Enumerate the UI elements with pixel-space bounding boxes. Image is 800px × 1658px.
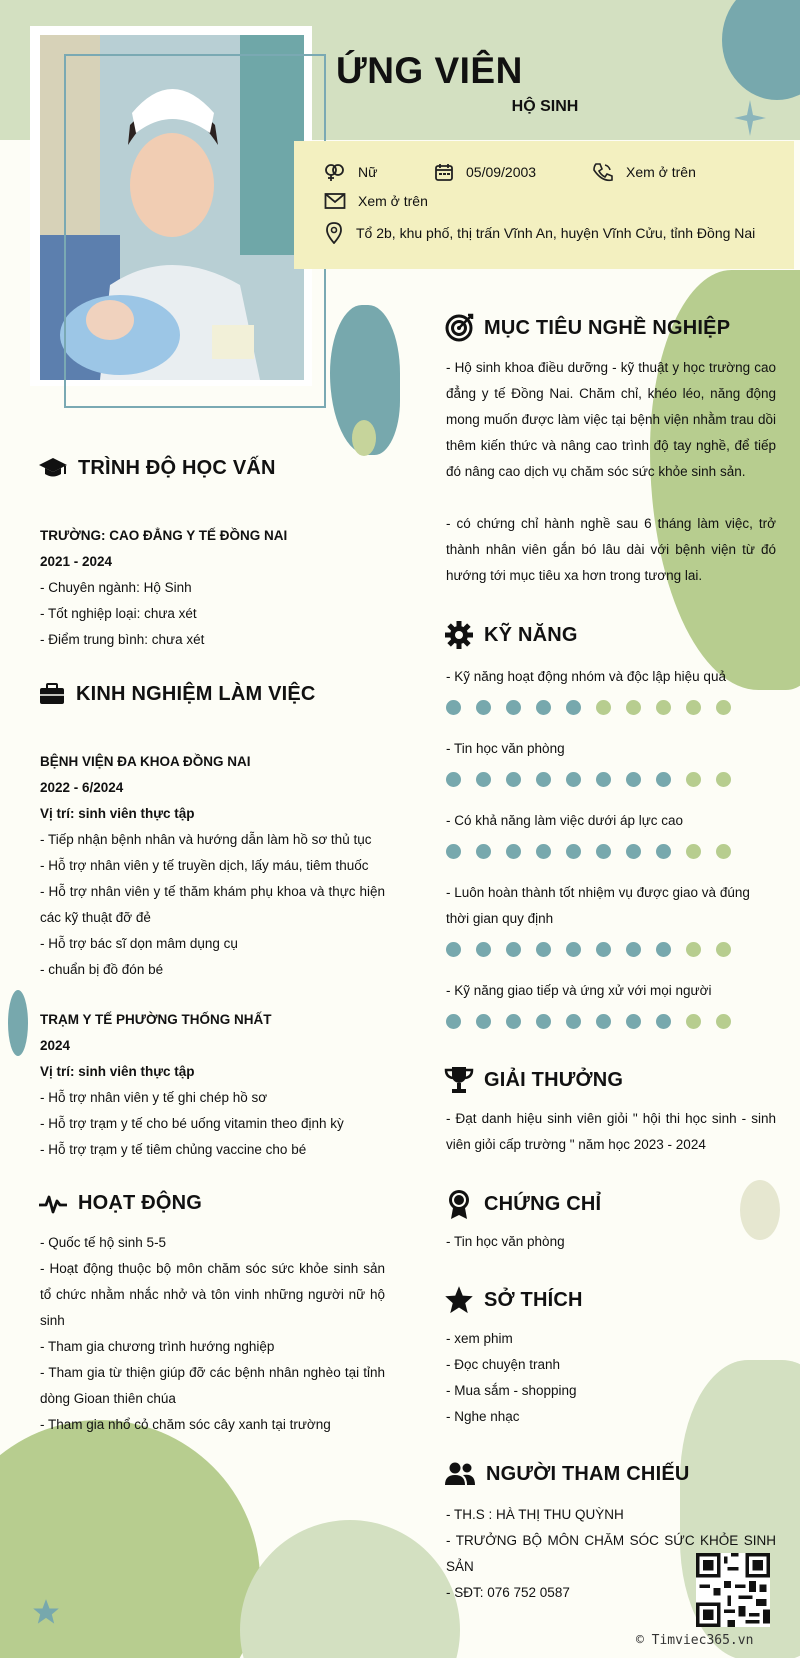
- gender-row: [324, 162, 377, 182]
- awards-heading: [444, 1065, 623, 1095]
- briefcase-icon: [38, 682, 66, 706]
- skill-rating: [446, 700, 746, 715]
- skill-label: - Kỹ năng hoạt động nhóm và độc lập hiệu quả: [446, 669, 726, 684]
- skill-rating: [446, 1014, 746, 1029]
- job-line: - Tiếp nhận bệnh nhân và hướng dẫn làm hồ sơ thủ tục: [40, 832, 372, 847]
- skill-dot-filled: [566, 942, 581, 957]
- skill-rating: [446, 942, 746, 957]
- email-row: [324, 192, 428, 210]
- job-org: BỆNH VIỆN ĐA KHOA ĐỒNG NAI: [40, 754, 251, 769]
- gear-icon: [444, 620, 474, 650]
- activity-line: - Tham gia nhổ cỏ chăm sóc cây xanh tại trường: [40, 1417, 331, 1432]
- gender-icon: [324, 162, 346, 182]
- skill-dot-filled: [626, 844, 641, 859]
- certificates-heading-text: CHỨNG CHỈ: [484, 1192, 602, 1215]
- education-heading-text: TRÌNH ĐỘ HỌC VẤN: [78, 456, 276, 479]
- birthdate-value: 05/09/2003: [466, 164, 537, 180]
- job-line: - chuẩn bị đồ đón bé: [40, 962, 164, 977]
- skill-dot-filled: [566, 772, 581, 787]
- job-line: - Hỗ trợ bác sĩ dọn mâm dụng cụ: [40, 936, 238, 951]
- job-years: 2024: [40, 1038, 71, 1053]
- skill-dot-filled: [626, 942, 641, 957]
- job-role: Vị trí: sinh viên thực tập: [40, 1064, 195, 1079]
- hobby-item: - Mua sắm - shopping: [446, 1383, 577, 1398]
- job-role: Vị trí: sinh viên thực tập: [40, 806, 195, 821]
- reference-line: - TH.S : HÀ THỊ THU QUỲNH: [446, 1507, 624, 1522]
- copyright-text: © Timviec365.vn: [636, 1633, 754, 1648]
- certificates-heading: [444, 1188, 601, 1220]
- skill-dot-filled: [446, 1014, 461, 1029]
- skill-label: - Tin học văn phòng: [446, 741, 565, 756]
- skill-dot-filled: [656, 942, 671, 957]
- skill-dot-empty: [716, 700, 731, 715]
- phone-icon: [592, 162, 614, 182]
- skill-dot-filled: [446, 844, 461, 859]
- skill-dot-filled: [536, 700, 551, 715]
- star-decor-icon: [32, 1598, 60, 1626]
- skill-dot-empty: [626, 700, 641, 715]
- skill-dot-filled: [476, 942, 491, 957]
- calendar-icon: [434, 162, 454, 182]
- skill-label: - Có khả năng làm việc dưới áp lực cao: [446, 813, 684, 828]
- education-line: - Tốt nghiệp loại: chưa xét: [40, 606, 197, 621]
- skill-dot-filled: [446, 942, 461, 957]
- hobby-item: - xem phim: [446, 1331, 513, 1346]
- users-icon: [444, 1461, 476, 1487]
- skill-rating: [446, 844, 746, 859]
- education-heading: [38, 456, 276, 480]
- photo-outline: [64, 54, 326, 408]
- skill-dot-filled: [506, 700, 521, 715]
- activity-line: - Quốc tế hộ sinh 5-5: [40, 1235, 167, 1250]
- skill-dot-empty: [656, 700, 671, 715]
- skill-dot-empty: [716, 844, 731, 859]
- references-heading: [444, 1461, 690, 1487]
- envelope-icon: [324, 192, 346, 210]
- skill-dot-empty: [686, 844, 701, 859]
- job-line: - Hỗ trợ nhân viên y tế thăm khám phụ khoa và thực hiện các kỹ thuật đỡ đẻ: [40, 884, 385, 925]
- awards-heading-text: GIẢI THƯỞNG: [484, 1068, 624, 1091]
- award-text: - Đạt danh hiệu sinh viên giỏi " hội thi học sinh - sinh viên giỏi cấp trường " năm học 2023 - 2024: [446, 1111, 776, 1152]
- skills-heading: [444, 620, 578, 650]
- position-title: HỘ SINH: [511, 98, 579, 115]
- experience-heading: [38, 682, 316, 706]
- objective-paragraph: - Hộ sinh khoa điều dưỡng - kỹ thuật y học trường cao đẳng y tế Đồng Nai. Chăm chỉ, khéo léo, năng động mong muốn được làm việc tại bệnh viện nhằm trau dồi thêm kiến thức và nâng cao trình độ tay nghề, để tiếp đó nâng cao dịch vụ chăm sóc sức khỏe sinh sản.: [446, 360, 776, 479]
- skill-dot-empty: [686, 1014, 701, 1029]
- skill-dot-empty: [716, 1014, 731, 1029]
- reference-line: - TRƯỞNG BỘ MÔN CHĂM SÓC SỨC KHỎE SINH SẢN: [446, 1533, 776, 1574]
- skill-dot-filled: [656, 772, 671, 787]
- job-line: - Hỗ trợ nhân viên y tế truyền dịch, lấy máu, tiêm thuốc: [40, 858, 369, 873]
- education-line: - Điểm trung bình: chưa xét: [40, 632, 205, 647]
- qr-code: [696, 1553, 770, 1627]
- graduation-cap-icon: [38, 456, 68, 480]
- skill-dot-filled: [596, 844, 611, 859]
- pulse-icon: [38, 1193, 68, 1215]
- skill-dot-filled: [506, 1014, 521, 1029]
- skills-heading-text: KỸ NĂNG: [484, 623, 578, 646]
- education-years: 2021 - 2024: [40, 554, 113, 569]
- skill-dot-filled: [506, 772, 521, 787]
- job-line: - Hỗ trợ trạm y tế tiêm chủng vaccine cho bé: [40, 1142, 307, 1157]
- decor-blob: [8, 990, 28, 1056]
- skill-dot-empty: [716, 942, 731, 957]
- education-school: TRƯỜNG: CAO ĐẲNG Y TẾ ĐỒNG NAI: [40, 528, 288, 543]
- skill-dot-filled: [476, 700, 491, 715]
- reference-line: - SĐT: 076 752 0587: [446, 1585, 570, 1600]
- objective-heading: [444, 313, 730, 343]
- education-line: - Chuyên ngành: Hộ Sinh: [40, 580, 192, 595]
- references-heading-text: NGƯỜI THAM CHIẾU: [486, 1462, 690, 1485]
- gender-value: Nữ: [358, 164, 378, 180]
- skill-dot-filled: [596, 942, 611, 957]
- skill-dot-filled: [626, 1014, 641, 1029]
- skill-dot-filled: [476, 772, 491, 787]
- skill-dot-filled: [446, 772, 461, 787]
- skill-dot-filled: [566, 700, 581, 715]
- skill-rating: [446, 772, 746, 787]
- phone-row: [592, 162, 696, 182]
- hobby-item: - Đọc chuyện tranh: [446, 1357, 561, 1372]
- skill-label: - Luôn hoàn thành tốt nhiệm vụ được giao và đúng thời gian quy định: [446, 885, 750, 926]
- trophy-icon: [444, 1065, 474, 1095]
- address-value: Tổ 2b, khu phố, thị trấn Vĩnh An, huyện Vĩnh Cửu, tỉnh Đồng Nai: [356, 225, 756, 241]
- objective-paragraph: - có chứng chỉ hành nghề sau 6 tháng làm việc, trở thành nhân viên gắn bó lâu dài với bệnh viện từ đó hướng tới mục tiêu xa hơn trong tương lai.: [446, 516, 776, 583]
- skill-dot-filled: [566, 1014, 581, 1029]
- skill-dot-filled: [536, 772, 551, 787]
- target-icon: [444, 313, 474, 343]
- email-value: Xem ở trên: [358, 193, 428, 209]
- skill-dot-filled: [596, 1014, 611, 1029]
- objective-heading-text: MỤC TIÊU NGHỀ NGHIỆP: [484, 316, 731, 339]
- job-years: 2022 - 6/2024: [40, 780, 124, 795]
- decor-blob: [740, 1180, 780, 1240]
- activities-heading: [38, 1192, 202, 1215]
- skill-dot-filled: [536, 1014, 551, 1029]
- skill-dot-filled: [536, 942, 551, 957]
- skill-dot-filled: [506, 844, 521, 859]
- activities-heading-text: HOẠT ĐỘNG: [78, 1192, 203, 1214]
- skill-dot-filled: [656, 1014, 671, 1029]
- skill-dot-empty: [716, 772, 731, 787]
- job-line: - Hỗ trợ nhân viên y tế ghi chép hồ sơ: [40, 1090, 268, 1105]
- star-icon: [444, 1285, 474, 1315]
- certificate-text: - Tin học văn phòng: [446, 1234, 565, 1249]
- skill-dot-filled: [626, 772, 641, 787]
- skill-label: - Kỹ năng giao tiếp và ứng xử với mọi người: [446, 983, 712, 998]
- skill-dot-filled: [656, 844, 671, 859]
- hobbies-heading: [444, 1285, 583, 1315]
- address-row: [324, 222, 755, 244]
- hobbies-heading-text: SỞ THÍCH: [484, 1288, 583, 1311]
- activity-line: - Hoạt động thuộc bộ môn chăm sóc sức khỏe sinh sản tổ chức nhằm nhắc nhở và tôn vinh những người nữ hộ sinh: [40, 1261, 385, 1328]
- location-pin-icon: [324, 222, 344, 244]
- skill-dot-filled: [476, 844, 491, 859]
- job-line: - Hỗ trợ trạm y tế cho bé uống vitamin theo định kỳ: [40, 1116, 344, 1131]
- activity-line: - Tham gia từ thiện giúp đỡ các bệnh nhân nghèo tại tỉnh dòng Gioan thiên chúa: [40, 1365, 385, 1406]
- job-org: TRẠM Y TẾ PHƯỜNG THỐNG NHẤT: [40, 1012, 272, 1027]
- phone-value: Xem ở trên: [626, 164, 696, 180]
- skill-dot-empty: [686, 700, 701, 715]
- sparkle-icon: [734, 100, 766, 136]
- hobby-item: - Nghe nhạc: [446, 1409, 520, 1424]
- skill-dot-filled: [446, 700, 461, 715]
- skill-dot-filled: [536, 844, 551, 859]
- skill-dot-filled: [506, 942, 521, 957]
- activity-line: - Tham gia chương trình hướng nghiệp: [40, 1339, 275, 1354]
- skill-dot-empty: [596, 700, 611, 715]
- skill-dot-filled: [476, 1014, 491, 1029]
- birthdate-row: [434, 162, 536, 182]
- skill-dot-empty: [686, 772, 701, 787]
- decor-blob: [240, 1520, 460, 1658]
- decor-blob: [352, 420, 376, 456]
- skill-dot-filled: [566, 844, 581, 859]
- skill-dot-empty: [686, 942, 701, 957]
- page-title: ỨNG VIÊN: [336, 50, 523, 91]
- award-ribbon-icon: [444, 1188, 474, 1220]
- skill-dot-filled: [596, 772, 611, 787]
- experience-heading-text: KINH NGHIỆM LÀM VIỆC: [76, 682, 316, 705]
